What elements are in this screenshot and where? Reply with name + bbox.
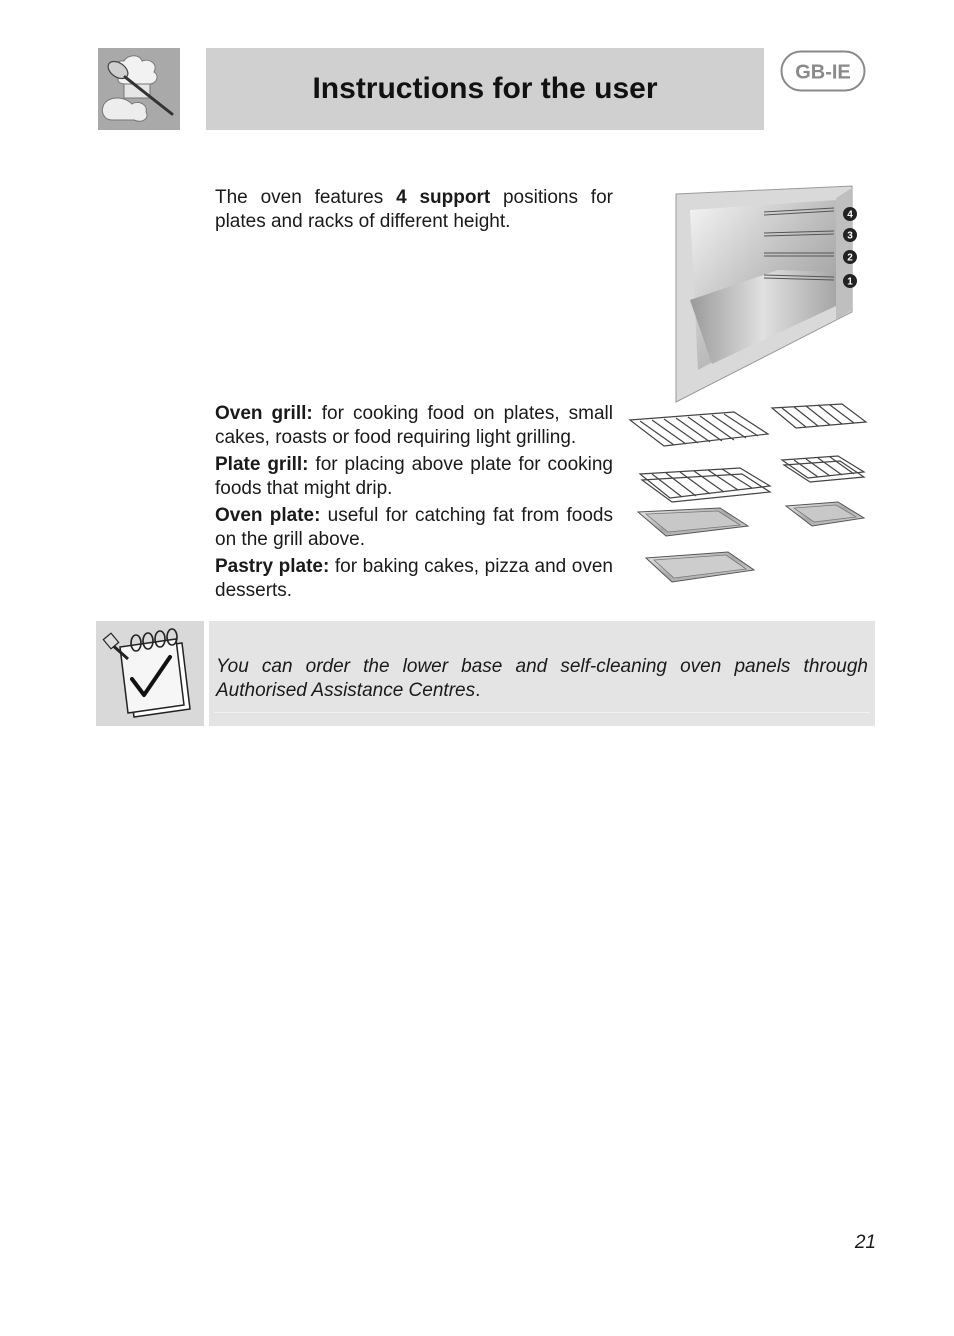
region-badge-text: GB-IE	[795, 61, 851, 84]
plate-grill-large-icon	[640, 468, 770, 502]
notepad-check-icon	[96, 621, 204, 726]
header-title-bar	[206, 48, 764, 130]
oven-plate-small-icon	[786, 502, 864, 526]
accessory-oven-plate	[215, 504, 613, 551]
oven-shelf-illustration	[668, 184, 868, 404]
page-title: Instructions for the user	[312, 72, 658, 105]
accessory-term: Pastry plate:	[215, 556, 330, 577]
accessories-illustration	[624, 398, 874, 594]
accessory-list	[215, 402, 613, 606]
grill-small-icon	[772, 404, 866, 428]
note-divider	[214, 712, 870, 713]
shelf-label-3: 3	[847, 230, 853, 242]
intro-text-start: The oven features	[215, 187, 397, 208]
accessory-description: useful for catching fat from foods on the grill above.	[215, 505, 613, 550]
oven-plate-large-icon	[638, 508, 748, 536]
pastry-plate-icon	[646, 552, 754, 582]
accessory-term: Oven grill:	[215, 403, 313, 424]
header-logo	[98, 48, 180, 130]
intro-bold: 4 support	[396, 187, 491, 208]
note-text	[216, 655, 868, 702]
shelf-label-4: 4	[847, 209, 853, 221]
intro-text-end: positions for plates and racks of different height.	[215, 187, 613, 232]
accessory-plate-grill	[215, 453, 613, 500]
note-text-period: .	[475, 679, 481, 701]
chef-spoon-icon	[98, 48, 180, 130]
note-text-italic: You can order the lower base and self-cleaning oven panels through Authorised Assistance Centres	[216, 656, 868, 701]
accessory-description: for cooking food on plates, small cakes, roasts or food requiring light grilling.	[215, 403, 613, 448]
intro-paragraph	[215, 186, 613, 233]
accessory-description: for placing above plate for cooking foods that might drip.	[215, 454, 614, 499]
shelf-label-1: 1	[847, 276, 853, 288]
accessory-pastry-plate	[215, 555, 613, 602]
accessory-term: Oven plate:	[215, 505, 321, 526]
shelf-label-2: 2	[847, 252, 853, 264]
page-number: 21	[854, 1232, 876, 1253]
plate-grill-small-icon	[782, 456, 864, 482]
accessory-description: for baking cakes, pizza and oven desserts.	[215, 556, 613, 601]
accessory-oven-grill	[215, 402, 613, 449]
note-icon-panel	[96, 621, 204, 726]
region-badge	[780, 50, 866, 92]
accessory-term: Plate grill:	[215, 454, 309, 475]
grill-large-icon	[630, 412, 768, 446]
